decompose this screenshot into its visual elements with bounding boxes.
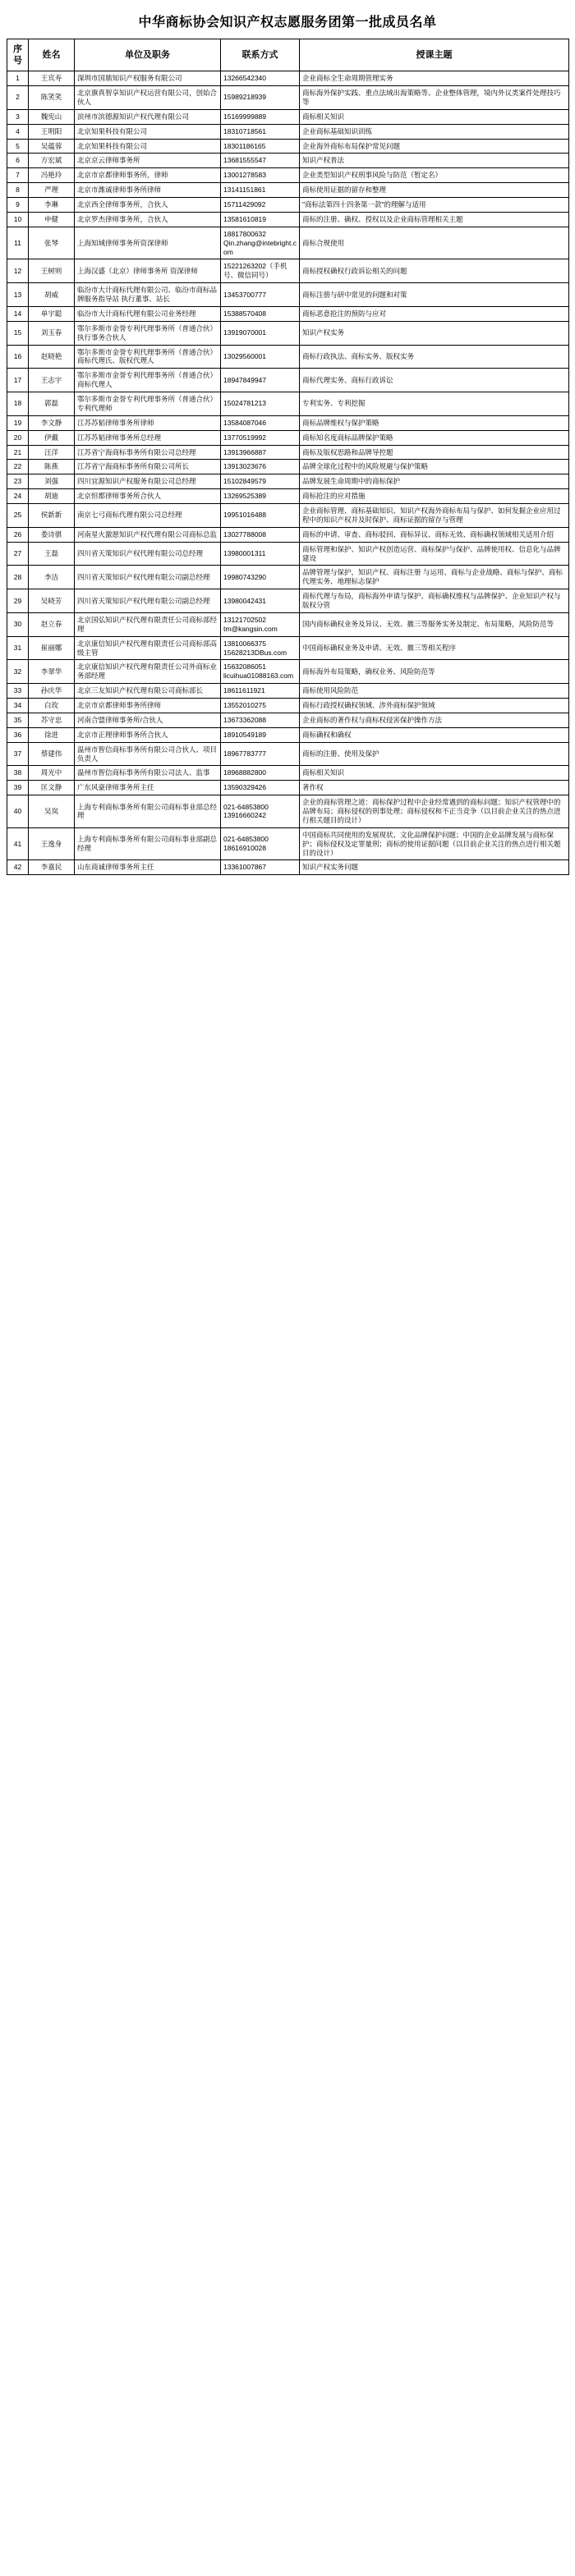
cell-contact: 13681555547 [221, 154, 300, 168]
table-row [7, 766, 569, 781]
cell-contact: 13361007867 [221, 860, 300, 875]
cell-contact: 13919070001 [221, 321, 300, 345]
cell-index: 39 [7, 781, 29, 795]
table-row [7, 306, 569, 321]
cell-organization: 温州市智信商标事务所有限公司合伙人、项目负责人 [75, 742, 221, 766]
cell-name: 李琳 [29, 198, 75, 213]
cell-contact: 15221263202（手机号、微信同号） [221, 259, 300, 283]
cell-topic: 专利实务、专利挖掘 [300, 392, 569, 416]
cell-organization: 滨州市滨德源知识产权代理有限公司 [75, 109, 221, 124]
table-row [7, 283, 569, 307]
cell-index: 5 [7, 139, 29, 154]
cell-topic: 商标确权和确权 [300, 727, 569, 742]
table-row [7, 612, 569, 636]
table-row [7, 474, 569, 489]
cell-index: 9 [7, 198, 29, 213]
column-header-index: 序号 [7, 39, 29, 71]
cell-topic: 商标授权确权行政诉讼相关的问题 [300, 259, 569, 283]
cell-topic: 商标合规使用 [300, 227, 569, 259]
cell-index: 36 [7, 727, 29, 742]
cell-contact: 13029560001 [221, 345, 300, 369]
cell-index: 3 [7, 109, 29, 124]
table-row [7, 71, 569, 86]
table-row [7, 139, 569, 154]
cell-index: 30 [7, 612, 29, 636]
cell-contact: 021-64853800 13916660242 [221, 795, 300, 828]
table-row [7, 860, 569, 875]
cell-topic: 商标行政授权确权领域、涉外商标保护领域 [300, 699, 569, 713]
cell-name: 王宾寿 [29, 71, 75, 86]
table-row [7, 684, 569, 699]
cell-contact: 13673362088 [221, 713, 300, 727]
cell-name: 冯艳玲 [29, 168, 75, 183]
table-row [7, 445, 569, 460]
cell-organization: 四川省天策知识产权代理有限公司副总经理 [75, 566, 221, 589]
cell-organization: 北京市京都律师事务所律师 [75, 699, 221, 713]
cell-organization: 上海知域律师事务所资深律师 [75, 227, 221, 259]
table-row [7, 430, 569, 445]
table-row [7, 124, 569, 139]
cell-name: 白玫 [29, 699, 75, 713]
cell-organization: 江苏省宁海商标事务所有限公司总经理 [75, 445, 221, 460]
cell-name: 张琴 [29, 227, 75, 259]
table-row [7, 660, 569, 684]
cell-organization: 广东风豪律师事务所主任 [75, 781, 221, 795]
cell-index: 37 [7, 742, 29, 766]
cell-organization: 山东商诚律师事务所主任 [75, 860, 221, 875]
cell-name: 陈笑笑 [29, 86, 75, 110]
cell-topic: 著作权 [300, 781, 569, 795]
cell-topic: 企业商标基础知识训练 [300, 124, 569, 139]
cell-name: 李文静 [29, 415, 75, 430]
cell-organization: 北京康信知识产权代理有限责任公司商标部高级主管 [75, 636, 221, 660]
roster-table [7, 39, 569, 875]
table-row [7, 460, 569, 474]
table-row [7, 566, 569, 589]
cell-topic: 商标知名度商标品牌保护策略 [300, 430, 569, 445]
table-row [7, 527, 569, 542]
cell-index: 38 [7, 766, 29, 781]
cell-organization: 北京康信知识产权代理有限责任公司外商标业务部经理 [75, 660, 221, 684]
table-row [7, 795, 569, 828]
table-row [7, 504, 569, 528]
cell-name: 侯新新 [29, 504, 75, 528]
table-row [7, 542, 569, 566]
table-row [7, 321, 569, 345]
cell-index: 20 [7, 430, 29, 445]
cell-name: 赵立春 [29, 612, 75, 636]
cell-contact: 13453700777 [221, 283, 300, 307]
page-title: 中华商标协会知识产权志愿服务团第一批成员名单 [138, 16, 437, 30]
cell-contact: 13027788008 [221, 527, 300, 542]
table-row [7, 227, 569, 259]
table-row [7, 345, 569, 369]
cell-topic: 商标代理实务、商标行政诉讼 [300, 369, 569, 392]
cell-contact: 15632086051 licuihua01088163.com [221, 660, 300, 684]
cell-name: 匡文静 [29, 781, 75, 795]
cell-name: 伊戴 [29, 430, 75, 445]
cell-organization: 上海专利商标事务所有限公司商标事业部总经理 [75, 795, 221, 828]
table-row [7, 589, 569, 613]
cell-name: 陈燕 [29, 460, 75, 474]
cell-organization: 四川省天策知识产权代理有限公司副总经理 [75, 589, 221, 613]
table-row [7, 415, 569, 430]
cell-name: 崔丽娜 [29, 636, 75, 660]
cell-index: 14 [7, 306, 29, 321]
cell-contact: 13913023676 [221, 460, 300, 474]
cell-topic: 企业商标的著作权与商标权侵害保护操作方法 [300, 713, 569, 727]
cell-index: 1 [7, 71, 29, 86]
cell-organization: 北京市潍诚律师事务所律师 [75, 183, 221, 198]
table-row [7, 713, 569, 727]
cell-contact: 13913966887 [221, 445, 300, 460]
cell-topic: 企业类型知识产权刑事风险与防范（暂定名） [300, 168, 569, 183]
cell-organization: 北京知果科技有限公司 [75, 139, 221, 154]
cell-organization: 北京恒都律师事务所合伙人 [75, 489, 221, 504]
cell-topic: 商标相关知识 [300, 766, 569, 781]
cell-topic: 商标管理和保护、知识产权创造运营、商标保护与保护、品牌使用权、信息化与品牌建设 [300, 542, 569, 566]
cell-contact: 15388570408 [221, 306, 300, 321]
cell-index: 16 [7, 345, 29, 369]
table-row [7, 212, 569, 227]
table-row [7, 489, 569, 504]
cell-name: 吴蕴蓉 [29, 139, 75, 154]
cell-contact: 18611611921 [221, 684, 300, 699]
cell-organization: 北京市正理律师事务所合伙人 [75, 727, 221, 742]
table-row [7, 781, 569, 795]
cell-topic: 知识产权实务问题 [300, 860, 569, 875]
cell-topic: 商标及版权思路和品牌导控题 [300, 445, 569, 460]
table-row [7, 727, 569, 742]
cell-index: 27 [7, 542, 29, 566]
cell-name: 王逸身 [29, 827, 75, 860]
cell-index: 12 [7, 259, 29, 283]
cell-topic: 商标注册与研中常见的问题和对策 [300, 283, 569, 307]
column-header-name: 姓名 [29, 39, 75, 71]
cell-organization: 四川省天策知识产权代理有限公司总经理 [75, 542, 221, 566]
cell-organization: 江苏苏韬律师事务所律师 [75, 415, 221, 430]
cell-organization: 临汾市大计商标代理有限公司业务经理 [75, 306, 221, 321]
cell-topic: 商标恶意抢注的预防与应对 [300, 306, 569, 321]
cell-organization: 临汾市大计商标代理有限公司、临汾市商标品牌服务指导站 执行董事、站长 [75, 283, 221, 307]
cell-index: 7 [7, 168, 29, 183]
cell-contact: 18910549189 [221, 727, 300, 742]
cell-index: 6 [7, 154, 29, 168]
cell-name: 王树则 [29, 259, 75, 283]
cell-name: 方宏斌 [29, 154, 75, 168]
table-row [7, 109, 569, 124]
cell-index: 40 [7, 795, 29, 828]
cell-index: 8 [7, 183, 29, 198]
cell-topic: 品牌发展生命周期中的商标保护 [300, 474, 569, 489]
cell-organization: 鄂尔多斯市金誉专利代理事务所（普通合伙）商标代理氏、版权代理人 [75, 345, 221, 369]
cell-name: 徐进 [29, 727, 75, 742]
cell-contact: 18968882800 [221, 766, 300, 781]
cell-topic: 商标海外保护实践、重点法域出海策略等、企业整体管理，境内外议类案件处理技巧等 [300, 86, 569, 110]
cell-organization: 北京罗杰律师事务所，合伙人 [75, 212, 221, 227]
cell-name: 吴岚 [29, 795, 75, 828]
cell-topic: 企业商标管理、商标基础知识、知识产权海外商标布局与保护、如何发掘企业应用过程中的知识产权并及时保护、商标证据的留存与管理 [300, 504, 569, 528]
cell-contact: 13770519992 [221, 430, 300, 445]
cell-index: 17 [7, 369, 29, 392]
cell-contact: 13980042431 [221, 589, 300, 613]
cell-contact: 15102849579 [221, 474, 300, 489]
cell-organization: 北京知果科技有限公司 [75, 124, 221, 139]
cell-contact: 18947849947 [221, 369, 300, 392]
cell-contact: 18301186165 [221, 139, 300, 154]
table-row [7, 259, 569, 283]
cell-topic: 国内商标确权业务及异议、无效、撤三等服务实务及制定、布局策略，风险防范等 [300, 612, 569, 636]
cell-index: 41 [7, 827, 29, 860]
cell-index: 42 [7, 860, 29, 875]
cell-name: 蔡建伟 [29, 742, 75, 766]
cell-contact: 13590329426 [221, 781, 300, 795]
table-header-row [7, 39, 569, 71]
cell-contact: 13141151861 [221, 183, 300, 198]
cell-name: 吴晓芳 [29, 589, 75, 613]
cell-organization: 北京旗真智享知识产权运营有限公司，创始合伙人 [75, 86, 221, 110]
cell-topic: 商标抢注的应对措施 [300, 489, 569, 504]
cell-organization: 深圳市国鼎知识产权服务有限公司 [75, 71, 221, 86]
cell-name: 王磊 [29, 542, 75, 566]
cell-contact: 13980001311 [221, 542, 300, 566]
cell-contact: 13584087046 [221, 415, 300, 430]
table-row [7, 86, 569, 110]
cell-topic: 知识产权实务 [300, 321, 569, 345]
cell-contact: 15711429092 [221, 198, 300, 213]
cell-index: 25 [7, 504, 29, 528]
column-header-contact: 联系方式 [221, 39, 300, 71]
cell-contact: 15169999889 [221, 109, 300, 124]
cell-name: 王明阳 [29, 124, 75, 139]
cell-index: 31 [7, 636, 29, 660]
cell-topic: "商标法第四十四条第一款"的理解与适用 [300, 198, 569, 213]
cell-contact: 19951016488 [221, 504, 300, 528]
cell-index: 24 [7, 489, 29, 504]
cell-contact: 15989218939 [221, 86, 300, 110]
cell-organization: 上海汉盛（北京）律师事务所 资深律师 [75, 259, 221, 283]
document-page [0, 0, 575, 892]
cell-topic: 企业海外商标布局保护常见问题 [300, 139, 569, 154]
cell-name: 娄诗骐 [29, 527, 75, 542]
cell-organization: 北京市京都律师事务所，律师 [75, 168, 221, 183]
table-row [7, 154, 569, 168]
cell-index: 15 [7, 321, 29, 345]
table-row [7, 369, 569, 392]
cell-name: 李翠华 [29, 660, 75, 684]
cell-contact: 13121702502 tm@kangsin.com [221, 612, 300, 636]
cell-organization: 北京三友知识产权代理有限公司商标部长 [75, 684, 221, 699]
cell-organization: 北京京云律师事务所 [75, 154, 221, 168]
cell-contact: 021-64853800 18616910028 [221, 827, 300, 860]
cell-contact: 19980743290 [221, 566, 300, 589]
cell-contact: 13001278583 [221, 168, 300, 183]
cell-name: 胡迪 [29, 489, 75, 504]
cell-topic: 商标品牌维权与保护策略 [300, 415, 569, 430]
cell-name: 刘强 [29, 474, 75, 489]
cell-organization: 北京国弘知识产权代理有限责任公司商标部经理 [75, 612, 221, 636]
cell-contact: 13269525389 [221, 489, 300, 504]
cell-name: 严理 [29, 183, 75, 198]
cell-topic: 知识产权普法 [300, 154, 569, 168]
cell-index: 26 [7, 527, 29, 542]
cell-name: 周光中 [29, 766, 75, 781]
cell-organization: 江苏苏韬律师事务所总经理 [75, 430, 221, 445]
cell-contact: 13552010275 [221, 699, 300, 713]
cell-contact: 13581610819 [221, 212, 300, 227]
cell-topic: 品牌管理与保护，知识产权、商标注册 与运用、商标与企业战略、商标与保护、商标代理实务、地理标志保护 [300, 566, 569, 589]
cell-organization: 鄂尔多斯市金誉专利代理事务所（普通合伙）专利代理师 [75, 392, 221, 416]
cell-index: 18 [7, 392, 29, 416]
cell-index: 4 [7, 124, 29, 139]
cell-topic: 中国商标共同使用的发展现状、文化品牌保护问题；中国的企业品牌发展与商标保护；商标侵权及定罪量刑；商标的使用证据问题（以目前企业关注的热点进行相关题目的设计） [300, 827, 569, 860]
column-header-organization: 单位及职务 [75, 39, 221, 71]
cell-topic: 商标的注册、使用及保护 [300, 742, 569, 766]
cell-name: 魏宪山 [29, 109, 75, 124]
table-row [7, 198, 569, 213]
cell-index: 34 [7, 699, 29, 713]
cell-topic: 商标的注册、确权、授权以及企业商标管理相关主题 [300, 212, 569, 227]
cell-index: 33 [7, 684, 29, 699]
cell-topic: 企业商标全生命周期管理实务 [300, 71, 569, 86]
cell-topic: 中国商标确权业务及申请、无效、撤三等相关程序 [300, 636, 569, 660]
cell-topic: 企业的商标管理之道：商标保护过程中企业经常遇到的商标问题；知识产权管理中的品牌布局；商标侵权的刑事处理；商标侵权和不正当竞争（以目前企业关注的热点进行相关题目的设计） [300, 795, 569, 828]
cell-name: 苏守忠 [29, 713, 75, 727]
cell-organization: 江苏省宁海商标事务所有限公司所长 [75, 460, 221, 474]
cell-index: 19 [7, 415, 29, 430]
cell-name: 李嘉民 [29, 860, 75, 875]
cell-name: 单宇聪 [29, 306, 75, 321]
table-row [7, 183, 569, 198]
cell-organization: 鄂尔多斯市金誉专利代理事务所（普通合伙）执行事务合伙人 [75, 321, 221, 345]
cell-index: 32 [7, 660, 29, 684]
cell-organization: 河南星火激愿知识产权代理有限公司商标总监 [75, 527, 221, 542]
cell-index: 28 [7, 566, 29, 589]
cell-name: 胡威 [29, 283, 75, 307]
cell-organization: 河南合盟律师事务所/合伙人 [75, 713, 221, 727]
cell-contact: 13810066375 15628213DBus.com [221, 636, 300, 660]
cell-index: 21 [7, 445, 29, 460]
cell-topic: 商标的申请、审查、商标驳回、商标异议、商标无效、商标确权领域相关适用介绍 [300, 527, 569, 542]
table-row [7, 742, 569, 766]
cell-topic: 商标使用风险防范 [300, 684, 569, 699]
cell-index: 22 [7, 460, 29, 474]
cell-topic: 商标海外布局策略，确权业务、风险防范等 [300, 660, 569, 684]
cell-organization: 上海专利商标事务所有限公司商标事业部副总经理 [75, 827, 221, 860]
cell-name: 赵晓艳 [29, 345, 75, 369]
cell-organization: 四川宜源知识产权服务有限公司总经理 [75, 474, 221, 489]
cell-name: 刘玉春 [29, 321, 75, 345]
cell-topic: 商标相关知识 [300, 109, 569, 124]
column-header-topic: 授课主题 [300, 39, 569, 71]
cell-index: 29 [7, 589, 29, 613]
table-row [7, 699, 569, 713]
cell-organization: 南京七弓商标代理有限公司总经理 [75, 504, 221, 528]
table-row [7, 827, 569, 860]
cell-topic: 品牌全球化过程中的风险规避与保护策略 [300, 460, 569, 474]
cell-contact: 13266542340 [221, 71, 300, 86]
cell-name: 郭磊 [29, 392, 75, 416]
cell-organization: 鄂尔多斯市金誉专利代理事务所（普通合伙）商标代理人 [75, 369, 221, 392]
cell-index: 13 [7, 283, 29, 307]
cell-organization: 北京西全律师事务所，合伙人 [75, 198, 221, 213]
cell-index: 11 [7, 227, 29, 259]
cell-organization: 温州市智信商标事务所有限公司法人、监事 [75, 766, 221, 781]
cell-index: 23 [7, 474, 29, 489]
cell-topic: 商标代理与布局，商标海外申请与保护、商标确权维权与品牌保护、企业知识产权与版权分管 [300, 589, 569, 613]
cell-topic: 商标行政执法、商标实务、版权实务 [300, 345, 569, 369]
cell-contact: 18817800632 Qin.zhang@intebright.com [221, 227, 300, 259]
cell-name: 孙庆华 [29, 684, 75, 699]
table-body [7, 71, 569, 875]
cell-name: 李洁 [29, 566, 75, 589]
cell-contact: 18310718561 [221, 124, 300, 139]
cell-name: 王志宇 [29, 369, 75, 392]
table-header [7, 39, 569, 71]
cell-name: 申健 [29, 212, 75, 227]
table-row [7, 636, 569, 660]
cell-index: 10 [7, 212, 29, 227]
cell-index: 2 [7, 86, 29, 110]
cell-contact: 15024781213 [221, 392, 300, 416]
cell-index: 35 [7, 713, 29, 727]
cell-topic: 商标使用证据的留存和整理 [300, 183, 569, 198]
cell-name: 汪洋 [29, 445, 75, 460]
table-row [7, 392, 569, 416]
cell-contact: 18967783777 [221, 742, 300, 766]
table-row [7, 168, 569, 183]
